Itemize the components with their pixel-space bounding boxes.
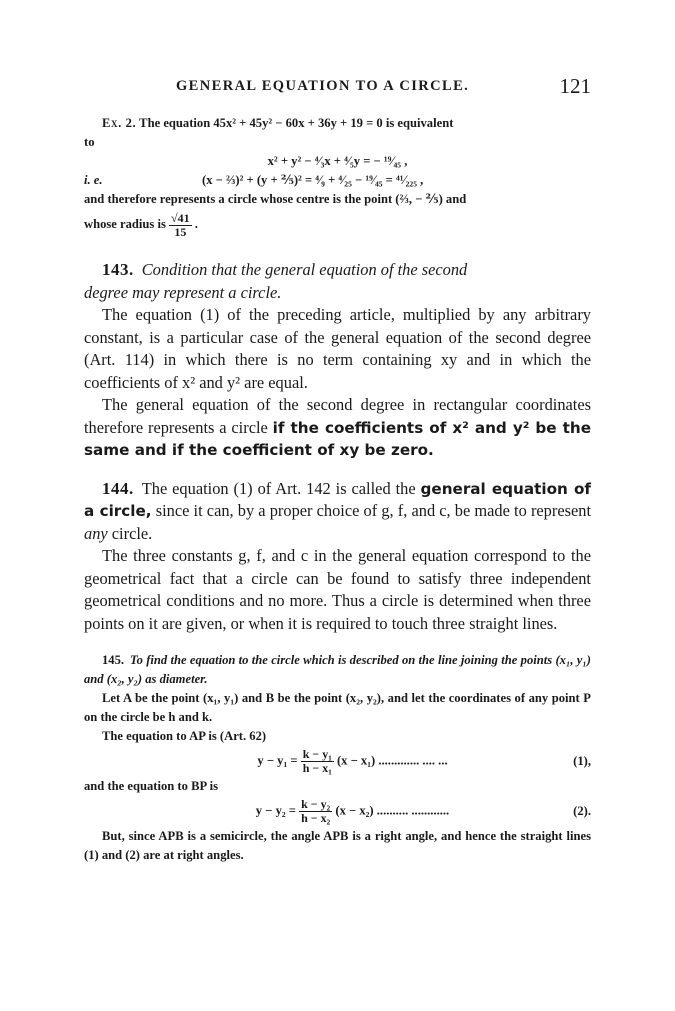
radius-numerator: √41	[171, 210, 190, 225]
equation-2-number: (2).	[573, 804, 591, 818]
article-143	[84, 259, 591, 462]
equation-1-numerator: k − y₁	[302, 747, 332, 761]
article-145-bp-intro: and the equation to BP is	[84, 779, 219, 793]
ie-label: i. e.	[84, 173, 103, 187]
article-144	[84, 478, 591, 636]
page-header	[84, 74, 591, 100]
article-144-text-c: circle.	[111, 523, 153, 543]
article-144-para-1	[84, 478, 591, 546]
radius-fraction	[169, 212, 192, 239]
equation-2-numerator: k − y₂	[301, 797, 331, 811]
equation-2-denominator: h − x₂	[301, 811, 331, 825]
article-143-para-1: The equation (1) of the preceding article, multiplied by any arbitrary constant, is a particular case of the general equation of the second degree (Art. 114) in which there is no term containing xy and in which the coefficients of x² and y² are equal.	[84, 305, 591, 392]
running-head: GENERAL EQUATION TO A CIRCLE.	[176, 78, 470, 94]
example-lead	[84, 114, 591, 133]
article-144-any: any	[84, 523, 108, 543]
article-145-let: Let A be the point (x₁, y₁) and B be the point (x₂, y₂), and let the coordinates of any point P on the circle be h and k.	[84, 691, 591, 724]
radius-denominator: 15	[174, 224, 187, 239]
article-143-heading-2	[84, 282, 591, 305]
equation-1-number: (1),	[573, 754, 591, 768]
article-143-title-1: Condition that the general equation of the second	[141, 260, 468, 279]
article-145-conclusion: But, since APB is a semicircle, the angle APB is a right angle, and hence the straight lines (1) and (2) are at right angles.	[84, 829, 591, 862]
article-143-number: 143.	[102, 260, 134, 279]
example-lead-text: The equation 45x² + 45y² − 60x + 36y + 19 = 0 is equivalent	[139, 116, 454, 130]
equation-2	[84, 798, 551, 825]
example-radius	[84, 209, 591, 239]
article-144-number: 144.	[102, 478, 134, 498]
radius-prefix: whose radius is	[84, 217, 166, 231]
article-145-title: To find the equation to the circle which is described on the line joining the points (x₁, y₁) and (x₂, y₂) as diameter.	[84, 653, 591, 686]
general-equation-term: general equation of a circle,	[84, 479, 591, 520]
example-2	[84, 114, 591, 239]
equation-1-row	[84, 748, 591, 775]
example-equation-2-line	[84, 171, 591, 190]
page-number: 121	[559, 74, 591, 98]
equation-1-lhs: y − y₁ =	[257, 753, 298, 768]
equation-2-row	[84, 798, 591, 825]
example-equation-1: x² + y² − ⁴⁄₃x + ⁴⁄₅y = − ¹⁹⁄₄₅ ,	[267, 154, 408, 168]
radius-end: .	[194, 217, 198, 231]
equation-1-denominator: h − x₁	[302, 761, 332, 775]
article-144-text-a: The equation (1) of Art. 142 is called the	[141, 478, 416, 498]
page-body	[84, 114, 591, 865]
article-143-para-2-text: The general equation of the second degree in rectangular coordinates therefore represents a circle	[84, 395, 591, 437]
article-145	[84, 651, 591, 865]
article-143-title-2: degree may represent a circle.	[84, 282, 282, 302]
example-therefore: and therefore represents a circle whose centre is the point (⅔, − ⅖) and	[84, 192, 467, 206]
equation-2-rhs: (x − x₂) .......... ............	[335, 803, 450, 818]
example-label: Ex. 2.	[102, 116, 137, 130]
equation-1-rhs: (x − x₁) ............. .... ...	[336, 753, 448, 768]
equation-2-fraction	[299, 798, 332, 825]
article-143-condition: if the coefficients of x² and y² be the same and if the coefficient of xy be zero.	[84, 418, 591, 459]
article-143-para-2	[84, 394, 591, 462]
equation-1-fraction	[301, 748, 334, 775]
article-145-ap-intro: The equation to AP is (Art. 62)	[102, 729, 267, 743]
equation-1	[84, 748, 551, 775]
article-144-text-b: since it can, by a proper choice of g, f, and c, be made to represent	[155, 501, 592, 520]
article-143-heading	[84, 259, 591, 282]
article-144-para-2: The three constants g, f, and c in the general equation correspond to the geometrical fact that a circle can be found to satisfy three independent geometrical conditions and no more. Thus a circle is determined when three points on it are given, or when it is required to touch three straight lines.	[84, 546, 591, 633]
example-to: to	[84, 135, 95, 149]
equation-2-lhs: y − y₂ =	[255, 803, 296, 818]
article-145-number: 145.	[102, 653, 125, 667]
example-equation-2: (x − ⅔)² + (y + ⅖)² = ⁴⁄₉ + ⁴⁄₂₅ − ¹⁹⁄₄₅ = ⁴¹⁄₂₂₅ ,	[202, 173, 424, 187]
article-145-heading	[84, 651, 591, 689]
